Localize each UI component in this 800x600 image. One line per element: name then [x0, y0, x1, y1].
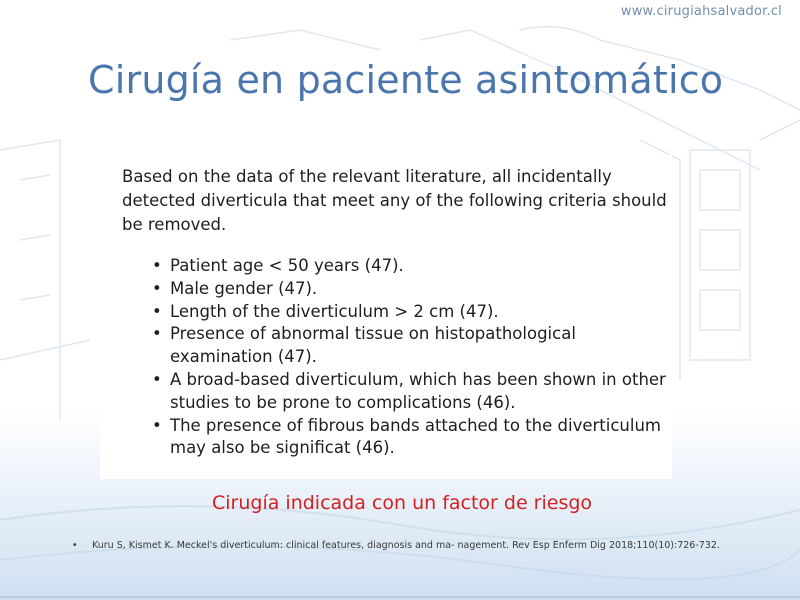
- list-item: [152, 323, 668, 369]
- reference-text: Kuru S, Kismet K. Meckel's diverticulum: clinical features, diagnosis and ma- nagement. Rev Esp Enferm Dig 2018;110(10):726-732.: [92, 540, 720, 551]
- criteria-list: [122, 255, 668, 460]
- literature-excerpt: [100, 155, 672, 479]
- bullet-glyph: •: [152, 256, 162, 275]
- bullet-glyph: •: [152, 301, 162, 321]
- site-url: www.cirugiahsalvador.cl: [620, 4, 782, 19]
- list-item: [152, 255, 668, 278]
- criterion-text: Length of the diverticulum > 2 cm (47).: [170, 301, 499, 321]
- excerpt-intro: Based on the data of the relevant literature, all incidentally detected diverticula that meet any of the following criteria should be removed.: [122, 167, 667, 234]
- conclusion-text: Cirugía indicada con un factor de riesgo: [212, 492, 593, 514]
- list-item: [152, 415, 668, 461]
- criterion-text: Presence of abnormal tissue on histopathological examination (47).: [170, 324, 576, 367]
- list-item: [152, 369, 668, 415]
- bullet-glyph: •: [152, 369, 162, 389]
- criterion-text: Male gender (47).: [170, 278, 318, 298]
- list-item: [152, 278, 668, 301]
- slide-title: Cirugía en paciente asintomático: [88, 58, 724, 102]
- bullet-glyph: •: [152, 324, 162, 344]
- list-item: [152, 301, 668, 324]
- bullet-glyph: •: [152, 415, 162, 435]
- bullet-glyph: •: [152, 278, 162, 298]
- reference-citation: [72, 540, 772, 551]
- criterion-text: Patient age < 50 years (47).: [170, 256, 404, 275]
- reference-bullet: •: [72, 540, 78, 551]
- criterion-text: A broad-based diverticulum, which has been shown in other studies to be prone to complications (46).: [170, 369, 666, 412]
- criterion-text: The presence of fibrous bands attached to the diverticulum may also be significat (46).: [170, 415, 661, 458]
